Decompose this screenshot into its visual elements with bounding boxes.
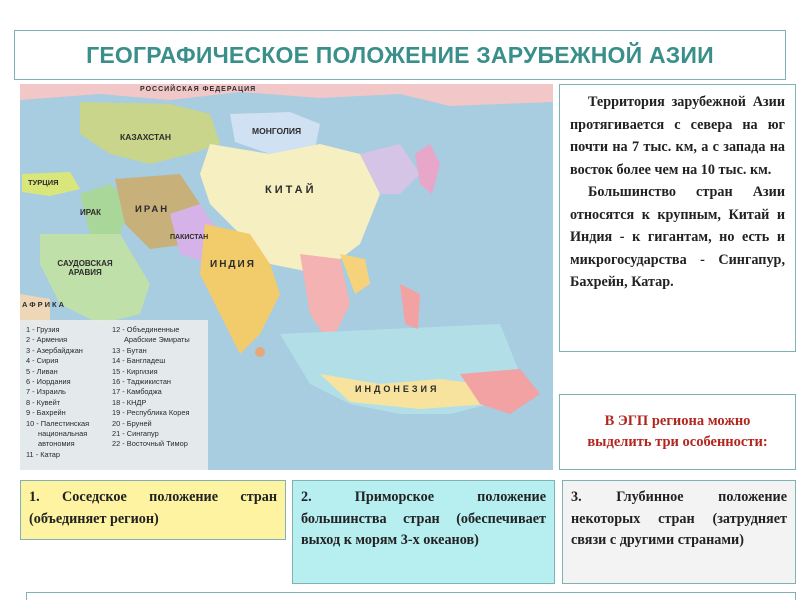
legend-item: 7 - Израиль <box>26 387 66 397</box>
legend-item: национальная <box>38 429 88 439</box>
legend-item: 22 - Восточный Тимор <box>112 439 188 449</box>
legend-item: 8 - Кувейт <box>26 397 61 407</box>
feature-card-1-text: 1. Соседское положение стран (объединяет регион) <box>29 489 277 527</box>
label-africa: АФРИКА <box>22 300 67 309</box>
intro-paragraph-1: Территория зарубежной Азии протягивается с севера на юг почти на 7 тыс. км, а с запада на восток более чем на 10 тыс. км. <box>570 94 785 178</box>
legend-item: 12 - Объединенные <box>112 325 180 334</box>
label-turkey: ТУРЦИЯ <box>28 178 59 187</box>
label-saudi: САУДОВСКАЯ АРАВИЯ <box>57 259 113 277</box>
legend-item: 6 - Иордания <box>26 377 71 387</box>
label-indonesia: ИНДОНЕЗИЯ <box>355 384 440 394</box>
bottom-strip <box>26 592 796 600</box>
legend-item: 10 - Палестинская <box>26 418 90 428</box>
feature-card-1 <box>20 480 286 540</box>
feature-card-3 <box>562 480 796 584</box>
label-india: ИНДИЯ <box>210 259 256 270</box>
legend-item: 20 - Бруней <box>112 418 152 428</box>
legend-item: 5 - Ливан <box>26 366 58 376</box>
label-iraq: ИРАК <box>80 208 102 217</box>
label-russia: РОССИЙСКАЯ ФЕДЕРАЦИЯ <box>140 86 257 93</box>
label-mongolia: МОНГОЛИЯ <box>252 126 302 136</box>
feature-card-3-text: 3. Глубинное положение некоторых стран (затрудняет связи с другими странами) <box>571 489 787 548</box>
legend-item: 14 - Бангладеш <box>112 356 166 366</box>
legend-right <box>112 325 206 450</box>
asia-political-map <box>20 84 553 470</box>
intro-paragraph-2: Большинство стран Азии относятся к крупным, Китай и Индия - к гигантам, но есть и микрогосударства - Сингапур, Бахрейн, Катар. <box>570 184 785 290</box>
label-kazakhstan: КАЗАХСТАН <box>120 132 171 142</box>
legend-item: 2 - Армения <box>26 335 68 345</box>
feature-card-2 <box>292 480 555 584</box>
map-legend <box>20 320 208 470</box>
legend-item: 17 - Камбоджа <box>112 387 162 397</box>
legend-item: 9 - Бахрейн <box>26 408 66 418</box>
legend-item: 4 - Сирия <box>26 356 59 366</box>
label-iran: ИРАН <box>135 204 170 215</box>
legend-item: 13 - Бутан <box>112 345 147 355</box>
legend-item: 16 - Таджикистан <box>112 377 172 387</box>
legend-item: Арабские Эмираты <box>124 335 190 345</box>
features-heading: В ЭГП региона можно выделить три особенности: <box>587 413 768 450</box>
page-title: ГЕОГРАФИЧЕСКОЕ ПОЛОЖЕНИЕ ЗАРУБЕЖНОЙ АЗИИ <box>86 41 714 68</box>
title-box <box>14 30 786 80</box>
legend-item: 1 - Грузия <box>26 325 60 334</box>
legend-item: автономия <box>38 439 75 449</box>
features-heading-box <box>559 394 796 470</box>
legend-item: 11 - Катар <box>26 449 61 459</box>
legend-item: 19 - Республика Корея <box>112 408 190 418</box>
legend-item: 15 - Киргизия <box>112 366 158 376</box>
label-china: КИТАЙ <box>265 184 317 196</box>
intro-text-box <box>559 84 796 352</box>
legend-left <box>26 325 108 460</box>
legend-item: 3 - Азербайджан <box>26 345 83 355</box>
legend-item: 21 - Сингапур <box>112 429 159 439</box>
label-pakistan: ПАКИСТАН <box>170 234 209 241</box>
legend-item: 18 - КНДР <box>112 397 147 407</box>
feature-card-2-text: 2. Приморское положение большинства стран (обеспечивает выход к морям 3-х океанов) <box>301 489 546 548</box>
